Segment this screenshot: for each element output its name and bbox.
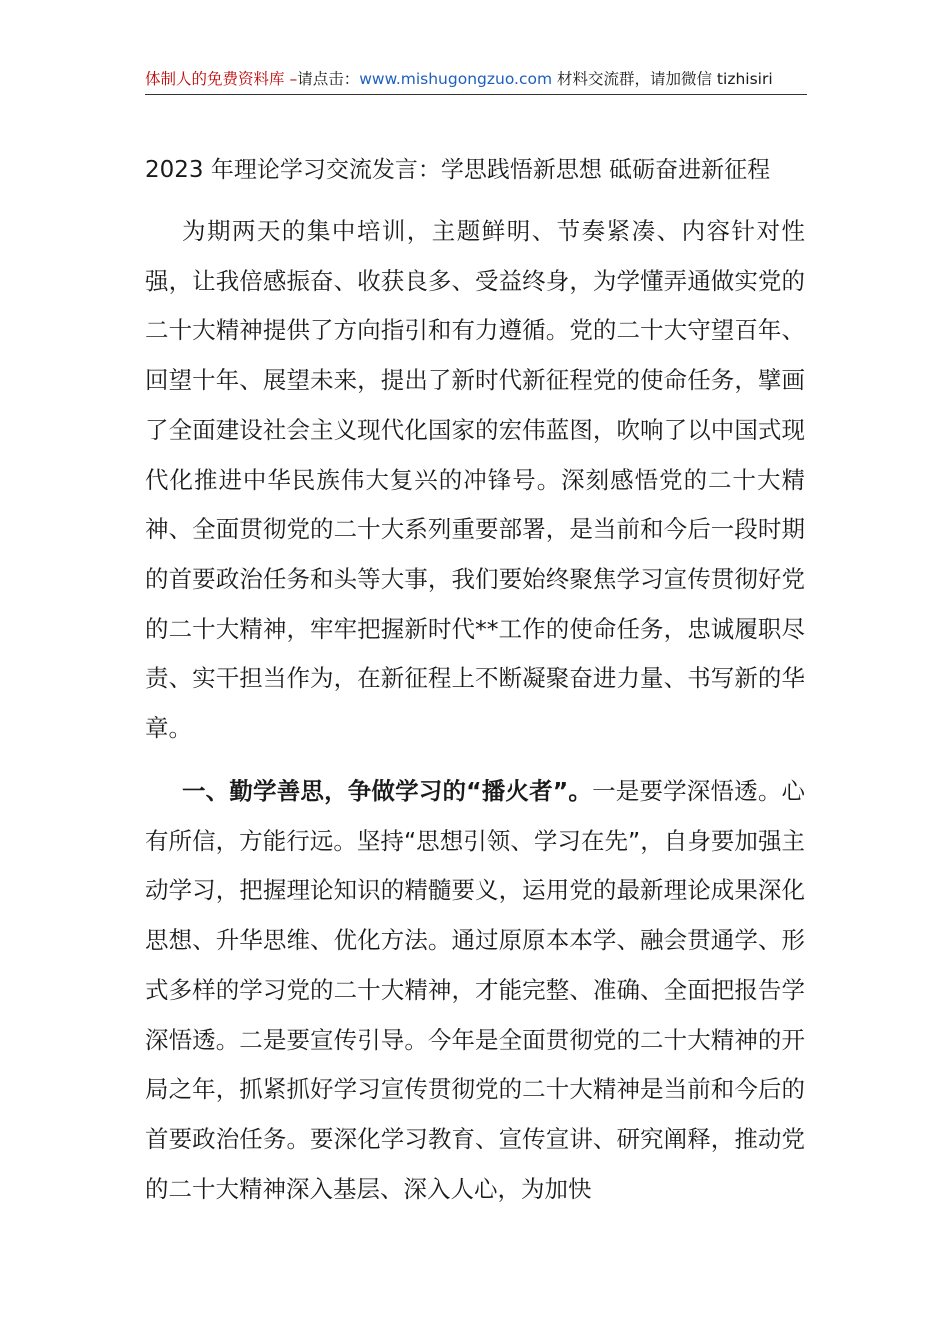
- header-prefix: 请点击：: [297, 70, 360, 88]
- header-dash: –: [284, 70, 298, 88]
- paragraph-intro: [145, 207, 805, 754]
- header-url-link[interactable]: www.mishugongzuo.com: [359, 70, 553, 88]
- page-header: [145, 68, 807, 95]
- header-brand: 体制人的免费资料库: [145, 70, 285, 88]
- paragraph-text: 一是要学深悟透。心有所信，方能行远。坚持“思想引领、学习在先”，自身要加强主动学习，把握理论知识的精髓要义，运用党的最新理论成果深化思想、升华思维、优化方法。通过原原本本学、融会贯通学、形式多样的学习党的二十大精神，才能完整、准确、全面把报告学深悟透。二是要宣传引导。今年是全面贯彻党的二十大精神的开局之年，抓紧抓好学习宣传贯彻党的二十大精神是当前和今后的首要政治任务。要深化学习教育、宣传宣讲、研究阐释，推动党的二十大精神深入基层、深入人心，为加快: [145, 777, 806, 1203]
- section-heading: 一、勤学善思，争做学习的“播火者”。: [182, 777, 593, 805]
- document-title: 2023 年理论学习交流发言：学思践悟新思想 砥砺奋进新征程: [145, 157, 771, 183]
- paragraph-section-one: [145, 767, 805, 1214]
- paragraph-text: 为期两天的集中培训，主题鲜明、节奏紧凑、内容针对性强，让我倍感振奋、收获良多、受益终身，为学懂弄通做实党的二十大精神提供了方向指引和有力遵循。党的二十大守望百年、回望十年、展望未来，提出了新时代新征程党的使命任务，擘画了全面建设社会主义现代化国家的宏伟蓝图，吹响了以中国式现代化推进中华民族伟大复兴的冲锋号。深刻感悟党的二十大精神、全面贯彻党的二十大系列重要部署，是当前和今后一段时期的首要政治任务和头等大事，我们要始终聚焦学习宣传贯彻好党的二十大精神，牢牢把握新时代**工作的使命任务，忠诚履职尽责、实干担当作为，在新征程上不断凝聚奋进力量、书写新的华章。: [145, 217, 805, 743]
- header-suffix: 材料交流群，请加微信 tizhisiri: [552, 70, 773, 88]
